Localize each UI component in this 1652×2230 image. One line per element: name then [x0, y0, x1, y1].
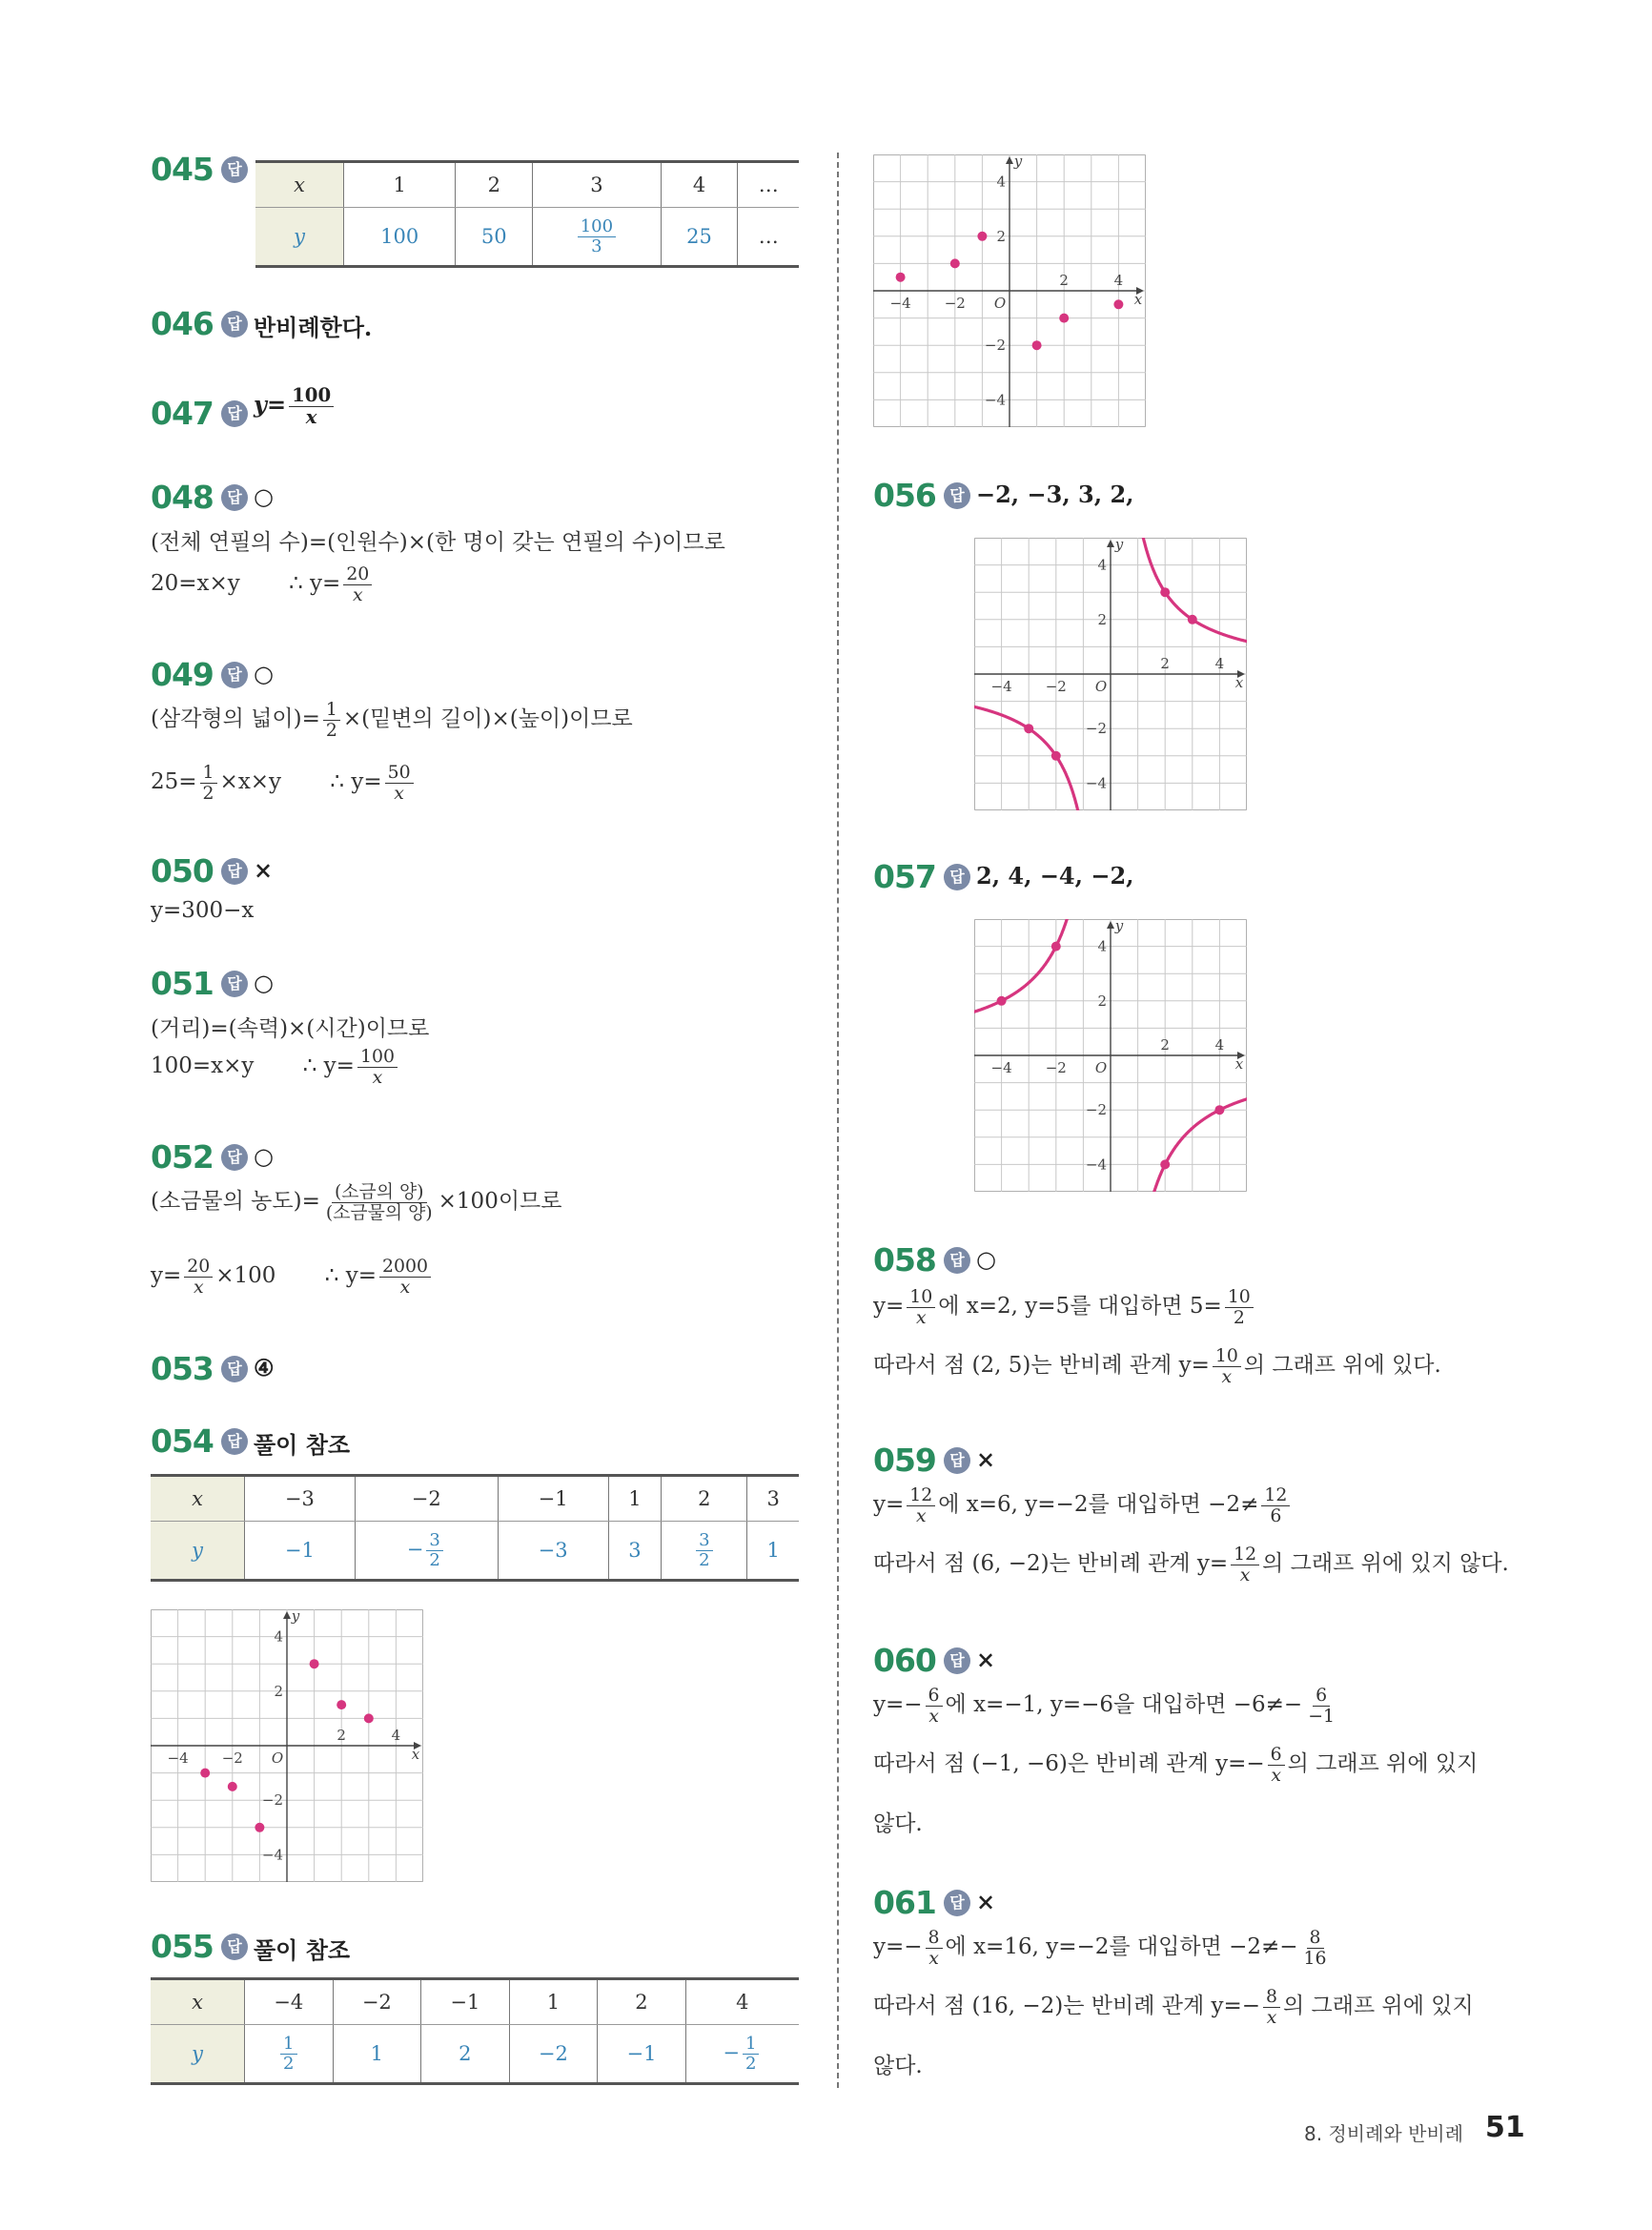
problem-number: 054: [151, 1422, 214, 1460]
x-tick-label: 2: [1160, 655, 1170, 672]
frac-den: x: [928, 1705, 939, 1727]
x-axis-label: x: [411, 1746, 420, 1763]
frac-num: 10: [1225, 1287, 1254, 1308]
frac-den: x: [1266, 2006, 1277, 2028]
y-tick-label: −4: [1085, 774, 1107, 792]
solution-line: [151, 564, 375, 604]
text: y=: [873, 1492, 905, 1518]
problem-number: 059: [873, 1442, 936, 1479]
y-header: y: [151, 1522, 245, 1581]
y-tick-label: 2: [1097, 992, 1107, 1010]
frac-num: 100: [578, 217, 616, 237]
origin-label: O: [993, 295, 1007, 312]
x-cell: −1: [498, 1476, 608, 1522]
data-point: [255, 1823, 264, 1832]
frac-den: x: [352, 583, 363, 605]
x-tick-label: 2: [1160, 1036, 1170, 1054]
x-cell: 4: [685, 1979, 799, 2025]
frac-den: x: [399, 1276, 411, 1298]
solution-line: [151, 1257, 434, 1297]
y-tick-label: 2: [274, 1682, 283, 1700]
text: 25=: [151, 769, 197, 795]
answer-badge: 답: [221, 662, 248, 688]
equation: 20=x×y: [151, 571, 240, 597]
problem-number: 052: [151, 1138, 214, 1176]
text: y=−: [873, 1692, 923, 1718]
problem-number: 061: [873, 1884, 936, 1921]
x-tick-label: −2: [1045, 678, 1067, 695]
text: 따라서 점 (6, −2)는 반비례 관계 y=: [873, 1551, 1229, 1577]
x-tick-label: 2: [337, 1727, 346, 1744]
answer-text: ×: [254, 856, 274, 884]
y-tick-label: 4: [1097, 937, 1107, 955]
data-point: [1059, 314, 1069, 323]
problem-number: 049: [151, 656, 214, 693]
x-cell: −3: [245, 1476, 356, 1522]
data-point: [1032, 340, 1042, 350]
answer-text: ○: [254, 660, 274, 687]
solution-line: [873, 1545, 1509, 1585]
answer-badge: 답: [221, 1428, 248, 1455]
data-point: [364, 1713, 374, 1723]
y-cell: 25: [661, 208, 738, 267]
text: 따라서 점 (16, −2)는 반비례 관계 y=−: [873, 1994, 1261, 2019]
frac-den: x: [1271, 1764, 1281, 1786]
text: ×100: [215, 1263, 276, 1289]
answer-text: ×: [976, 1888, 996, 1915]
problem-number: 057: [873, 858, 936, 895]
answer-text: ×: [976, 1445, 996, 1473]
frac-num: 12: [1231, 1545, 1259, 1565]
data-point: [310, 1659, 319, 1668]
text: ×100이므로: [438, 1189, 562, 1215]
y-tick-label: −4: [984, 391, 1006, 409]
answer-badge: 답: [221, 311, 248, 338]
text: 따라서 점 (2, 5)는 반비례 관계 y=: [873, 1353, 1210, 1379]
y-tick-label: −4: [1085, 1156, 1107, 1174]
frac-num: 1: [743, 2035, 759, 2055]
frac-den: x: [928, 1947, 939, 1969]
text: y=−: [873, 1934, 923, 1960]
y-cell: 100: [344, 208, 456, 267]
x-tick-label: −2: [944, 295, 966, 312]
text: 에 x=6, y=−2를 대입하면 −2≠: [938, 1492, 1259, 1518]
frac-num: 6: [1268, 1745, 1285, 1766]
x-tick-label: 2: [1059, 272, 1069, 289]
frac-den: 2: [283, 2053, 295, 2074]
table-054: [151, 1474, 799, 1582]
problem-number: 055: [151, 1928, 214, 1965]
x-cell: −2: [355, 1476, 498, 1522]
problem-number: 046: [151, 305, 214, 342]
frac-num: 8: [1307, 1928, 1324, 1949]
answer-badge: 답: [944, 1647, 970, 1674]
frac-den: x: [915, 1306, 927, 1328]
x-tick-label: −4: [990, 1059, 1012, 1076]
y-cell: − $\frac{3}{2}$: [355, 1522, 498, 1581]
solution-line: y=300−x: [151, 898, 255, 923]
frac-num: 1: [323, 700, 340, 721]
frac-num: 10: [1213, 1346, 1241, 1367]
y-tick-label: −2: [1085, 720, 1107, 738]
x-tick-label: 4: [391, 1727, 401, 1744]
frac-den: x: [1221, 1365, 1233, 1387]
frac-num: 6: [1313, 1686, 1330, 1707]
y-header: y: [151, 2025, 245, 2084]
frac-den: (소금물의 양): [325, 1201, 433, 1223]
frac-num: 8: [1263, 1987, 1280, 2008]
frac-num: 1: [200, 763, 217, 784]
answer-text: ○: [976, 1245, 996, 1273]
y-cell: 3: [608, 1522, 662, 1581]
data-point: [1214, 1105, 1224, 1115]
x-axis-label: x: [1234, 674, 1244, 691]
data-point: [200, 1769, 210, 1778]
y-tick-label: 2: [996, 227, 1006, 245]
problem-number: 051: [151, 965, 214, 1002]
answer-text: ×: [976, 1646, 996, 1673]
x-cell: 1: [344, 162, 456, 208]
graph-055: [873, 154, 1146, 427]
frac-den: 2: [744, 2053, 757, 2074]
y-cell: −3: [498, 1522, 608, 1581]
frac-num: 10: [907, 1287, 935, 1308]
solution-line: [873, 1745, 1478, 1785]
equation: 100=x×y: [151, 1054, 255, 1079]
text: y=: [873, 1294, 905, 1320]
problem-number: 060: [873, 1642, 936, 1679]
text: 에 x=2, y=5를 대입하면 5=: [938, 1294, 1222, 1320]
solution-line: [873, 1686, 1340, 1726]
y-tick-label: −4: [261, 1846, 283, 1864]
frac-den: 16: [1303, 1947, 1327, 1969]
x-axis-label: x: [1234, 1055, 1244, 1073]
y-tick-label: 2: [1097, 610, 1107, 628]
data-point: [1051, 942, 1061, 951]
answer-text: 반비례한다.: [254, 314, 373, 341]
table-045: [255, 160, 799, 268]
x-tick-label: −4: [889, 295, 911, 312]
problem-number: 058: [873, 1241, 936, 1279]
data-point: [337, 1700, 346, 1709]
text: 에 x=16, y=−2를 대입하면 −2≠−: [945, 1934, 1298, 1960]
frac-den: 3: [591, 235, 602, 256]
answer-badge: 답: [221, 400, 248, 427]
text: (삼각형의 넓이)=: [151, 706, 320, 732]
solution-line: (전체 연필의 수)=(인원수)×(한 명이 갖는 연필의 수)이므로: [151, 530, 725, 555]
solution-line: [151, 1182, 561, 1222]
frac-num: 20: [343, 564, 372, 585]
solution-line: [873, 1485, 1293, 1525]
answer-badge: 답: [221, 858, 248, 885]
y-cell: [533, 208, 661, 267]
text: 의 그래프 위에 있지: [1287, 1751, 1479, 1777]
y-cell: [245, 2025, 334, 2084]
y-axis-label: y: [1013, 154, 1023, 170]
answer-badge: 답: [944, 1247, 970, 1274]
frac-den: 2: [202, 782, 214, 804]
text: ×x×y: [219, 769, 282, 795]
answer-text: 2, 4, −4, −2,: [976, 862, 1134, 890]
x-cell: 4: [661, 162, 738, 208]
solution-line: [151, 763, 417, 803]
x-cell: −4: [245, 1979, 334, 2025]
answer-badge: 답: [944, 1890, 970, 1916]
solution-line: 않다.: [873, 2054, 923, 2078]
y-cell: −1: [598, 2025, 686, 2084]
text: 따라서 점 (−1, −6)은 반비례 관계 y=−: [873, 1751, 1265, 1777]
x-cell: 1: [608, 1476, 662, 1522]
x-tick-label: −4: [990, 678, 1012, 695]
x-tick-label: 4: [1113, 272, 1124, 289]
origin-label: O: [1094, 1059, 1108, 1076]
x-cell: 3: [747, 1476, 799, 1522]
frac-num: 100: [289, 385, 334, 407]
y-axis-label: y: [291, 1609, 300, 1625]
frac-den: −1: [1308, 1705, 1335, 1727]
y-tick-label: 4: [274, 1627, 283, 1646]
frac-num: 6: [926, 1686, 943, 1707]
answer-badge: 답: [944, 864, 970, 890]
therefore: ∴ y=: [330, 769, 382, 795]
answer-text: 풀이 참조: [254, 1431, 351, 1459]
answer-badge: 답: [944, 1447, 970, 1474]
data-point: [997, 996, 1007, 1006]
y-tick-label: −2: [984, 337, 1006, 355]
frac-num: 1: [280, 2035, 296, 2055]
y-cell: −1: [245, 1522, 356, 1581]
x-tick-label: 4: [1214, 1036, 1225, 1054]
solution-line: [873, 1928, 1333, 1968]
problem-number: 045: [151, 151, 214, 188]
frac-num: (소금의 양): [332, 1182, 427, 1203]
problem-number: 050: [151, 852, 214, 890]
y-header: y: [255, 208, 344, 267]
frac-num: 3: [696, 1531, 712, 1551]
x-cell: 3: [533, 162, 661, 208]
data-point: [1160, 1159, 1170, 1169]
x-cell: −1: [421, 1979, 510, 2025]
solution-line: [873, 1287, 1256, 1327]
y-cell: 2: [421, 2025, 510, 2084]
frac-den: 2: [325, 719, 337, 741]
x-header: x: [151, 1979, 245, 2025]
answer-text: 풀이 참조: [254, 1936, 351, 1964]
answer-text: ④: [254, 1354, 275, 1381]
data-point: [1024, 724, 1033, 733]
answer-text: −2, −3, 3, 2,: [976, 481, 1134, 508]
x-cell: …: [738, 162, 799, 208]
origin-label: O: [1094, 678, 1108, 695]
y-tick-label: 4: [1097, 556, 1107, 574]
answer-badge: 답: [221, 156, 248, 183]
y-tick-label: 4: [996, 173, 1006, 191]
therefore: ∴ y=: [289, 571, 341, 597]
x-cell: 2: [598, 1979, 686, 2025]
answer-badge: 답: [221, 971, 248, 997]
answer-badge: 답: [221, 1933, 248, 1960]
y-cell: − $\frac{1}{2}$: [685, 2025, 799, 2084]
frac-den: 6: [1270, 1504, 1282, 1526]
y-axis-label: y: [1114, 919, 1124, 934]
column-divider: [837, 153, 839, 2088]
data-point: [1188, 615, 1197, 624]
graph-057: [974, 919, 1247, 1192]
data-point: [228, 1782, 237, 1791]
answer-badge: 답: [221, 1144, 248, 1171]
origin-label: O: [271, 1749, 284, 1767]
frac-num: 12: [907, 1485, 935, 1506]
text: 의 그래프 위에 있지: [1283, 1994, 1474, 2019]
data-point: [1113, 299, 1123, 309]
therefore: ∴ y=: [302, 1054, 355, 1079]
text: y=: [151, 1263, 182, 1289]
table-055: [151, 1977, 799, 2085]
x-tick-label: 4: [1214, 655, 1225, 672]
answer-text: ○: [254, 482, 274, 510]
text: 에 x=−1, y=−6을 대입하면 −6≠−: [945, 1692, 1303, 1718]
y-cell: 1: [333, 2025, 421, 2084]
x-tick-label: −4: [167, 1749, 189, 1767]
y-cell: 1: [747, 1522, 799, 1581]
graph-054: [151, 1609, 423, 1882]
frac-num: 2000: [379, 1257, 431, 1278]
answer-badge: 답: [221, 484, 248, 511]
data-point: [1051, 751, 1061, 761]
x-cell: 2: [456, 162, 533, 208]
chapter-title: 8. 정비례와 반비례: [1304, 2122, 1464, 2145]
frac-den: 2: [429, 1549, 440, 1570]
frac-den: 2: [1233, 1306, 1245, 1328]
frac-num: 50: [385, 763, 414, 784]
x-cell: 1: [509, 1979, 598, 2025]
problem-number: 048: [151, 479, 214, 516]
y-axis-label: y: [1114, 538, 1124, 553]
x-axis-label: x: [1133, 291, 1143, 308]
frac-den: x: [305, 405, 317, 428]
text: (소금물의 농도)=: [151, 1189, 320, 1215]
y-cell: 50: [456, 208, 533, 267]
solution-line: [151, 1047, 400, 1087]
graph-056: [974, 538, 1247, 810]
formula-lhs: y=: [254, 390, 287, 419]
problem-045: [151, 151, 214, 188]
solution-line: (거리)=(속력)×(시간)이므로: [151, 1016, 430, 1041]
text: 의 그래프 위에 있지 않다.: [1262, 1551, 1509, 1577]
text: ×(밑변의 길이)×(높이)이므로: [342, 706, 633, 732]
problem-number: 047: [151, 395, 214, 432]
y-cell: −2: [509, 2025, 598, 2084]
frac-den: x: [193, 1276, 204, 1298]
y-tick-label: −2: [1085, 1101, 1107, 1119]
x-header: x: [151, 1476, 245, 1522]
solution-line: [151, 700, 633, 740]
answer-text: ○: [254, 1142, 274, 1170]
solution-line: [873, 1987, 1474, 2027]
y-cell: [662, 1522, 747, 1581]
therefore: ∴ y=: [324, 1263, 377, 1289]
x-tick-label: −2: [221, 1749, 243, 1767]
frac-den: x: [1239, 1564, 1251, 1586]
frac-num: 100: [357, 1047, 398, 1068]
frac-den: x: [915, 1504, 927, 1526]
y-cell: …: [738, 208, 799, 267]
frac-num: 3: [426, 1531, 442, 1551]
data-point: [950, 258, 960, 268]
text: 의 그래프 위에 있다.: [1243, 1353, 1441, 1379]
frac-den: 2: [699, 1549, 710, 1570]
frac-num: 8: [926, 1928, 943, 1949]
frac-den: x: [394, 782, 404, 804]
frac-num: 20: [184, 1257, 213, 1278]
x-cell: −2: [333, 1979, 421, 2025]
answer-formula: [254, 385, 337, 427]
answer-badge: 답: [944, 482, 970, 509]
frac-den: x: [372, 1066, 383, 1088]
solution-line: [873, 1346, 1441, 1386]
problem-number: 056: [873, 477, 936, 514]
answer-text: ○: [254, 969, 274, 996]
data-point: [977, 232, 987, 241]
page-number: 51: [1485, 2111, 1525, 2144]
problem-number: 053: [151, 1350, 214, 1387]
y-tick-label: −2: [261, 1791, 283, 1810]
answer-badge: 답: [221, 1356, 248, 1382]
x-cell: 2: [662, 1476, 747, 1522]
data-point: [896, 273, 906, 282]
frac-num: 12: [1261, 1485, 1290, 1506]
data-point: [1160, 587, 1170, 597]
solution-line: 않다.: [873, 1811, 923, 1836]
x-tick-label: −2: [1045, 1059, 1067, 1076]
x-header: x: [255, 162, 344, 208]
